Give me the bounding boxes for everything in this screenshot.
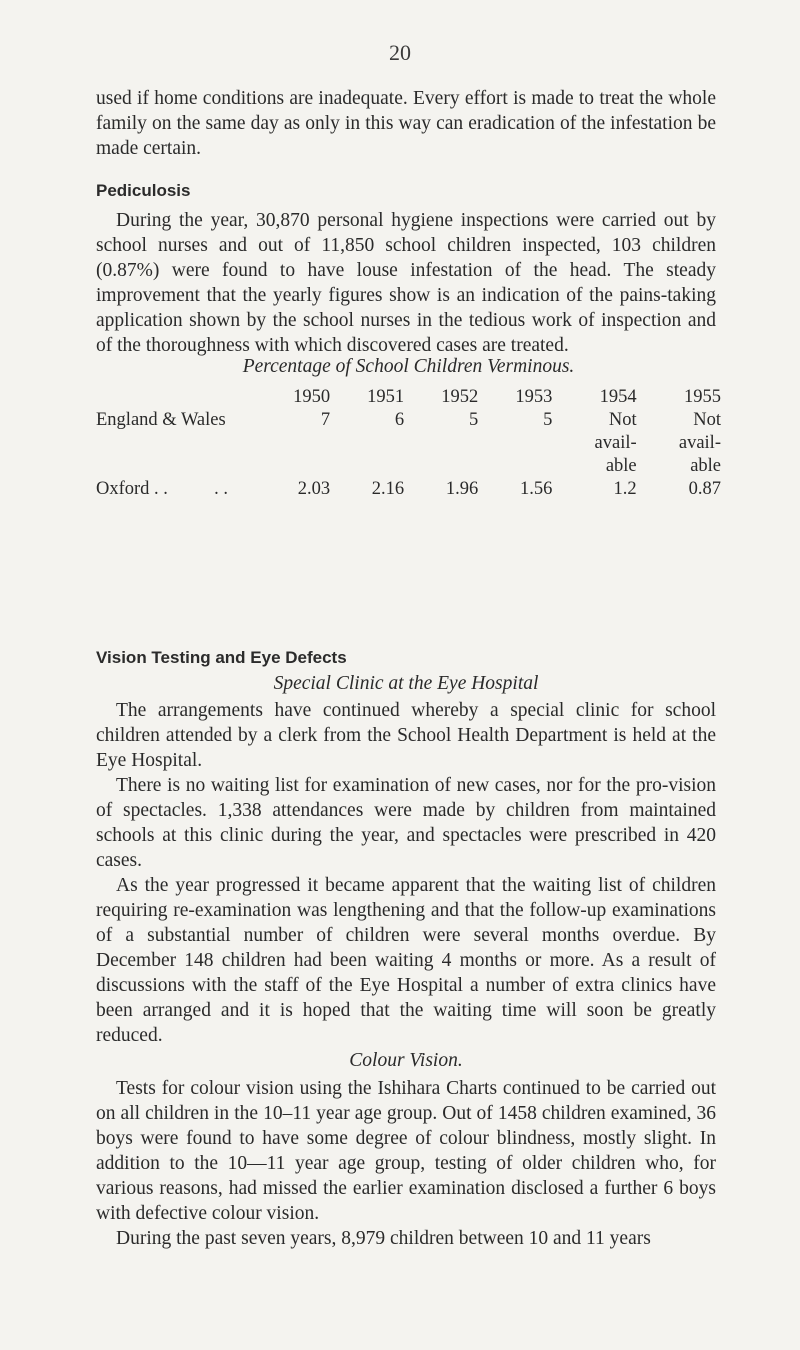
cell-line: avail- [594, 433, 637, 453]
table-cell: 5 [543, 410, 553, 430]
cell-line: able [605, 456, 637, 476]
vision-paragraph: There is no waiting list for examination of new cases, nor for the pro-vision of spectacles. 1,338 attendances were made by children from maintained schools at this clinic during the year, and spectacles were prescribed in 420 cases. [96, 775, 716, 871]
year-header: 1951 [367, 387, 405, 407]
page-number: 20 [389, 40, 411, 65]
table-cell: 0.87 [688, 479, 721, 499]
cell-line: Not [693, 410, 721, 430]
vision-subheading: Special Clinic at the Eye Hospital [273, 673, 539, 694]
cell-line: Not [608, 410, 637, 430]
table-cell: 5 [468, 410, 479, 430]
verminous-table [96, 355, 721, 501]
row-label: Oxford . . . . [96, 479, 229, 499]
colour-vision-subheading: Colour Vision. [349, 1050, 463, 1071]
cell-line: avail- [678, 433, 721, 453]
vision-heading: Vision Testing and Eye Defects [96, 648, 347, 667]
cell-line: able [690, 456, 721, 476]
intro-paragraph: used if home conditions are inadequate. Every effort is made to treat the whole family on the same day as only in this way can eradication of the infestation be made certain. [96, 88, 716, 159]
table-cell [552, 409, 636, 478]
pediculosis-heading: Pediculosis [96, 181, 191, 200]
table-cell [637, 409, 721, 478]
table-cell: 1.2 [613, 479, 637, 499]
table-cell: 2.16 [371, 479, 405, 499]
table-cell: 2.03 [297, 479, 331, 499]
year-header: 1955 [684, 387, 721, 407]
table-cell: 1.56 [519, 479, 553, 499]
table-row [96, 478, 721, 501]
table-row [96, 409, 721, 478]
year-header: 1952 [441, 387, 479, 407]
colour-vision-paragraph: During the past seven years, 8,979 children between 10 and 11 years [116, 1228, 651, 1249]
table-cell: 7 [320, 410, 331, 430]
year-header: 1953 [515, 387, 553, 407]
row-label: England & Wales [96, 410, 226, 430]
colour-vision-paragraph: Tests for colour vision using the Ishihara Charts continued to be carried out on all children in the 10–11 year age group. Out of 1458 children examined, 36 boys were found to have some degree of colour blindness, mostly slight. In addition to the 10—11 year age group, testing of older children who, for various reasons, had missed the earlier examination disclosed a further 6 boys with defective colour vision. [96, 1078, 716, 1224]
table-header-row [96, 386, 721, 409]
vision-paragraph: As the year progressed it became apparent that the waiting list of children requiring re-examination was lengthening and that the follow-up examinations of a substantial number of children were several months overdue. By December 148 children had been waiting 4 months or more. As a result of discussions with the staff of the Eye Hospital a number of extra clinics have been arranged and it is hoped that the waiting time will soon be greatly reduced. [96, 875, 716, 1046]
table-cell: 6 [394, 410, 405, 430]
year-header: 1950 [293, 387, 331, 407]
table-caption: Percentage of School Children Verminous. [242, 356, 575, 377]
year-header: 1954 [599, 387, 637, 407]
pediculosis-paragraph: During the year, 30,870 personal hygiene inspections were carried out by school nurses and out of 11,850 school children inspected, 103 children (0.87%) were found to have louse infestation of the head. The steady improvement that the yearly figures show is an indication of the pains-taking application shown by the school nurses in the tedious work of inspection and of the thoroughness with which discovered cases are treated. [96, 210, 716, 356]
table-cell: 1.96 [445, 479, 479, 499]
header-label-cell [96, 386, 256, 409]
vision-paragraph: The arrangements have continued whereby a special clinic for school children attended by a clerk from the School Health Department is held at the Eye Hospital. [96, 700, 716, 771]
